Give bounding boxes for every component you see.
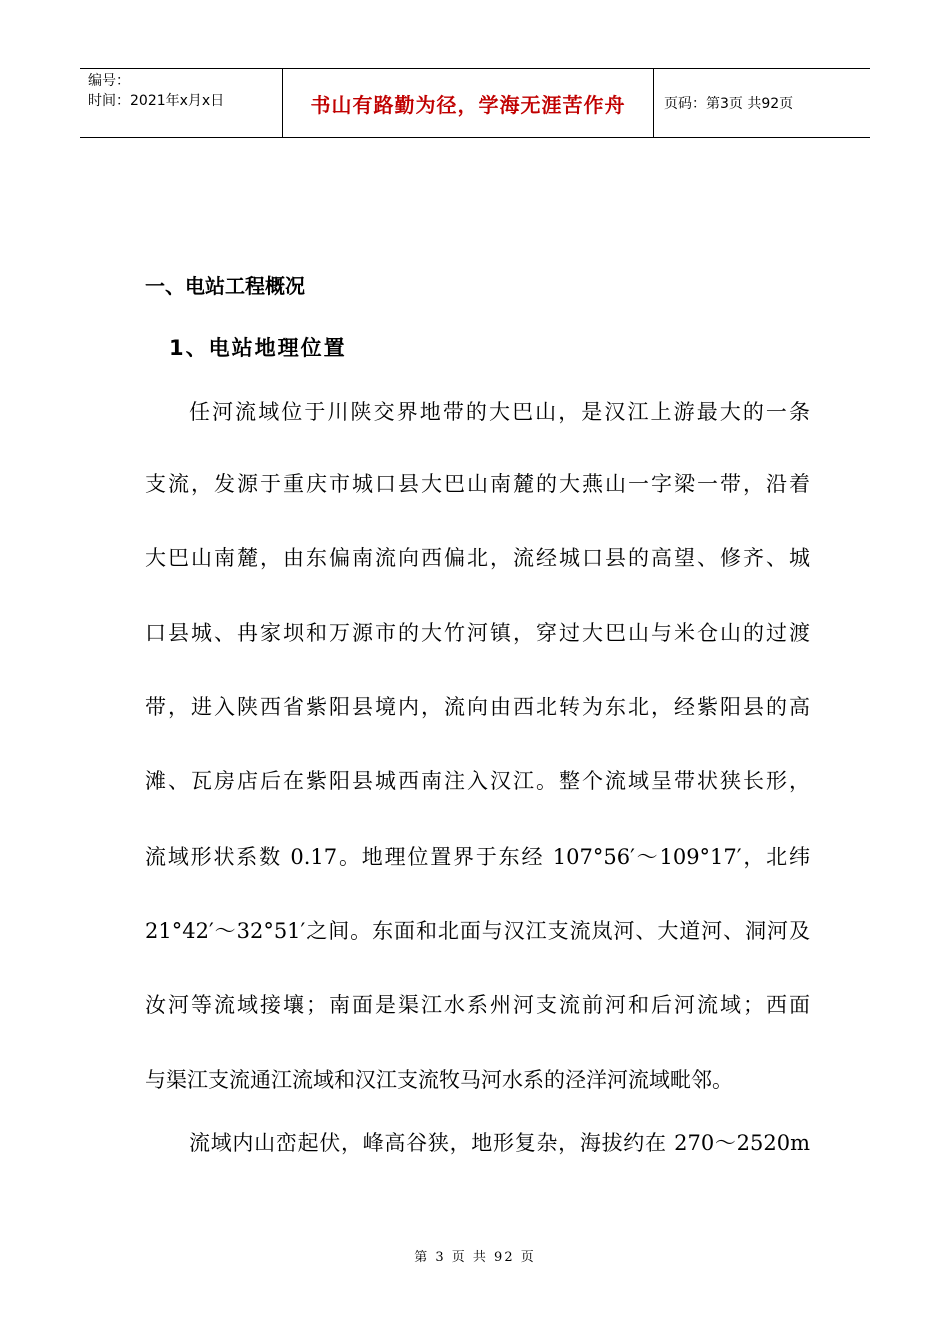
- page-footer: 第 3 页 共 92 页: [414, 1250, 536, 1265]
- section-subheading: 1、电站地理位置: [169, 336, 347, 360]
- paragraph-line: 大巴山南麓，由东偏南流向西偏北，流经城口县的高望、修齐、城: [145, 546, 810, 570]
- paragraph-line: 口县城、冉家坝和万源市的大竹河镇，穿过大巴山与米仓山的过渡: [145, 621, 810, 645]
- header-meta: [80, 69, 282, 137]
- paragraph-line: 任河流域位于川陕交界地带的大巴山，是汉江上游最大的一条: [189, 400, 810, 424]
- header-motto: 书山有路勤为径，学海无涯苦作舟: [282, 69, 654, 137]
- header-time-label: 时间：2021年x月x日: [88, 93, 225, 109]
- paragraph-line: 与渠江支流通江流域和汉江支流牧马河水系的泾洋河流域毗邻。: [145, 1068, 733, 1092]
- document-header: [80, 68, 870, 138]
- header-number-label: 编号：: [88, 73, 130, 89]
- header-page-info: 页码：第3页 共92页: [664, 96, 794, 112]
- section-heading: 一、电站工程概况: [145, 274, 305, 298]
- paragraph-line: 流域形状系数 0.17。地理位置界于东经 107°56′～109°17′，北纬: [145, 845, 810, 869]
- paragraph-line: 汝河等流域接壤；南面是渠江水系州河支流前河和后河流域；西面: [145, 993, 810, 1017]
- paragraph-line: 支流，发源于重庆市城口县大巴山南麓的大燕山一字梁一带，沿着: [145, 472, 810, 496]
- paragraph-line: 带，进入陕西省紫阳县境内，流向由西北转为东北，经紫阳县的高: [145, 695, 810, 719]
- paragraph-line: 滩、瓦房店后在紫阳县城西南注入汉江。整个流域呈带状狭长形，: [145, 769, 810, 793]
- paragraph-line: 流域内山峦起伏，峰高谷狭，地形复杂，海拔约在 270～2520m: [189, 1131, 810, 1155]
- paragraph-line: 21°42′～32°51′之间。东面和北面与汉江支流岚河、大道河、洞河及: [145, 919, 810, 943]
